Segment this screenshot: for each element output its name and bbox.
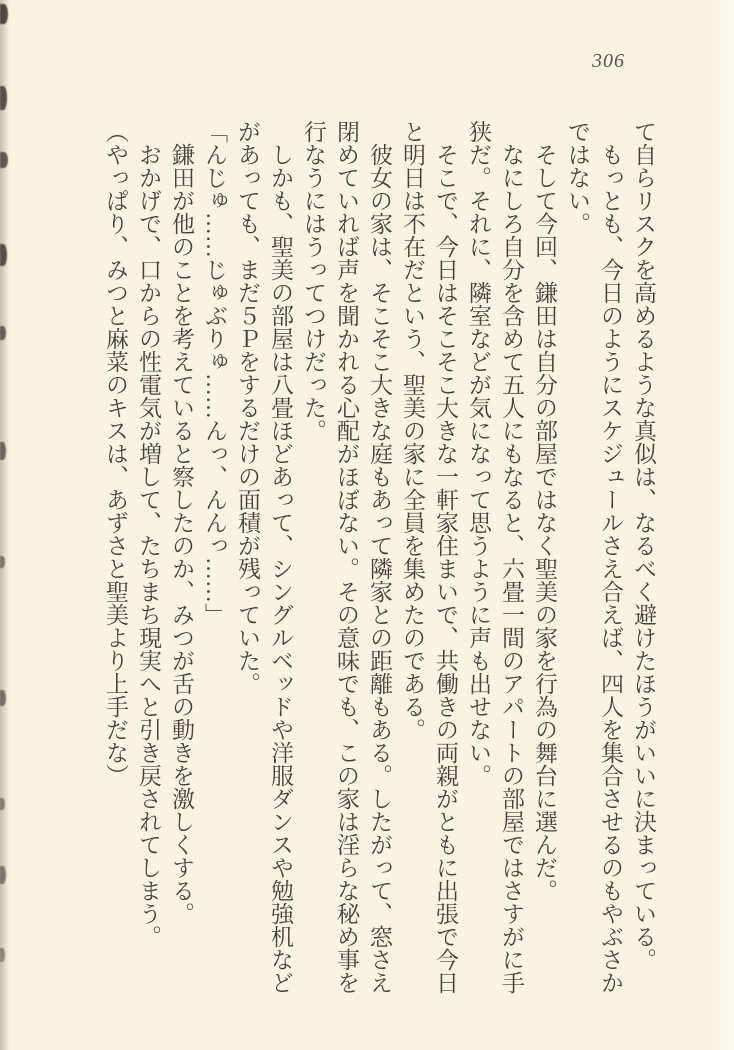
paragraph: なにしろ自分を含めて五人にもなると、六畳一間のアパートの部屋ではさすがに手狭だ。それに、隣室などが気になって思うように声も出せない。 <box>466 120 524 994</box>
page-edge-highlight <box>708 0 734 1050</box>
paragraph: そこで、今日はそこそこ大きな一軒家住まいで、共働きの両親がともに出張で今日と明日は不在だという、聖美の家に全員を集めたのである。 <box>400 120 458 994</box>
scan-blot <box>0 86 7 110</box>
paragraph: おかげで、口からの性電気が増して、たちまち現実へと引き戻されてしまう。 <box>136 143 161 948</box>
paragraph: 「んじゅ……じゅぶりゅ……んっ、んんっ……」 <box>202 120 227 626</box>
scan-blot <box>0 326 6 340</box>
paragraph: て自らリスクを高めるような真似は、なるべく避けたほうがいいに決まっている。 <box>631 120 656 971</box>
paragraph: もっとも、今日のようにスケジュールさえ合えば、四人を集合させるのもやぶさかではない。 <box>565 120 623 994</box>
scan-blot <box>0 244 7 266</box>
scan-blot <box>0 152 8 168</box>
paragraph: （やっぱり、みつと麻菜のキスは、あずさと聖美より上手だな） <box>103 120 128 787</box>
scan-edge-artifact <box>0 0 16 1050</box>
scan-blot <box>0 4 8 24</box>
page-number: 306 <box>592 50 625 72</box>
paragraph: 彼女の家は、そこそこ大きな庭もあって隣家との距離もある。したがって、窓さえ閉めていれば声を聞かれる心配がほぼない。その意味でも、この家は淫らな秘め事を行なうにはうってつけだった。 <box>301 120 392 994</box>
paragraph: しかも、聖美の部屋は八畳ほどあって、シングルベッドや洋服ダンスや勉強机などがあっても、まだ５Ｐをするだけの面積が残っていた。 <box>235 120 293 994</box>
paragraph: 鎌田が他のことを考えていると察したのか、みつが舌の動きを激しくする。 <box>169 143 194 925</box>
scan-blot <box>0 866 6 884</box>
scan-blot <box>0 798 5 810</box>
scan-blot <box>0 442 6 460</box>
scan-blot <box>0 690 6 706</box>
scan-blot <box>0 556 5 568</box>
paragraph: そして今回、鎌田は自分の部屋ではなく聖美の家を行為の舞台に選んだ。 <box>532 143 557 902</box>
scan-blot <box>0 948 5 962</box>
body-text <box>98 120 660 1000</box>
